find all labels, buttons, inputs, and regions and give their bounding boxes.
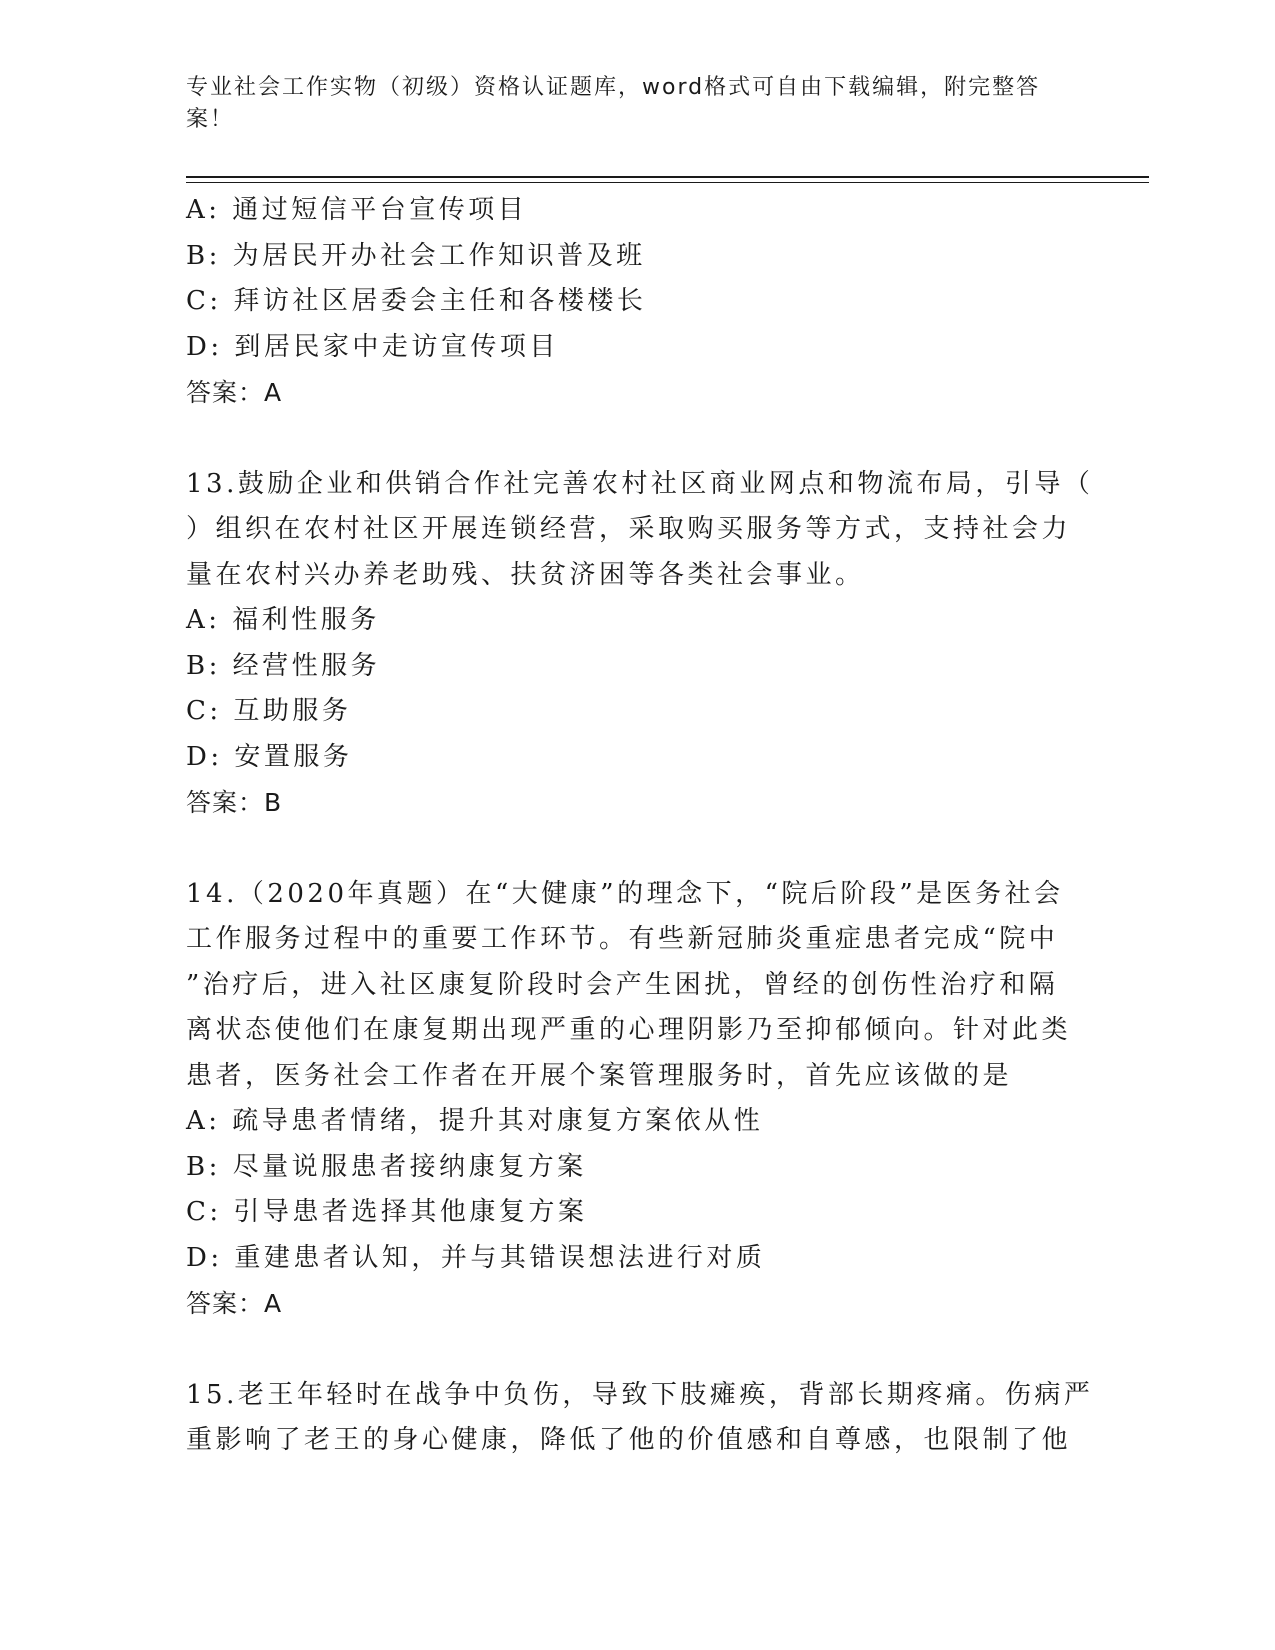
answer-line: 答案：A xyxy=(186,1289,283,1318)
question-stem-line: 14.（2020年真题）在“大健康”的理念下，“院后阶段”是医务社会 xyxy=(186,878,1064,909)
question-stem-line: 重影响了老王的身心健康，降低了他的价值感和自尊感，也限制了他 xyxy=(186,1425,1072,1455)
header-rule-thick xyxy=(186,176,1149,178)
option-d: D: 安置服务 xyxy=(186,741,353,772)
question-block xyxy=(186,462,1094,826)
answer-line: 答案：A xyxy=(186,378,283,407)
question-stem-line: 13.鼓励企业和供销合作社完善农村社区商业网点和物流布局，引导（ xyxy=(186,468,1094,499)
option-c: C: 互助服务 xyxy=(186,696,352,726)
question-stem-line: 离状态使他们在康复期出现严重的心理阴影乃至抑郁倾向。针对此类 xyxy=(186,1015,1072,1045)
option-a: A: 疏导患者情绪，提升其对康复方案依从性 xyxy=(186,1106,764,1136)
option-c: C: 引导患者选择其他康复方案 xyxy=(186,1197,588,1227)
option-d: D: 到居民家中走访宣传项目 xyxy=(186,331,559,362)
question-stem-line: 量在农村兴办养老助残、扶贫济困等各类社会事业。 xyxy=(186,559,865,590)
question-stem-line: ”治疗后，进入社区康复阶段时会产生困扰，曾经的创伤性治疗和隔 xyxy=(186,969,1059,1000)
option-c: C: 拜访社区居委会主任和各楼楼长 xyxy=(186,286,647,316)
question-stem-line: 患者，医务社会工作者在开展个案管理服务时，首先应该做的是 xyxy=(186,1060,1013,1091)
question-content xyxy=(186,188,1094,1464)
question-block xyxy=(186,1373,1094,1464)
option-b: B: 尽量说服患者接纳康复方案 xyxy=(186,1151,587,1182)
option-b: B: 经营性服务 xyxy=(186,650,381,681)
question-block xyxy=(186,872,1086,1327)
option-a: A: 福利性服务 xyxy=(186,605,380,635)
question-block xyxy=(186,188,1086,416)
page-header: 专业社会工作实物（初级）资格认证题库，word格式可自由下载编辑，附完整答案！ xyxy=(186,75,1041,132)
question-stem-line: 15.老王年轻时在战争中负伤，导致下肢瘫痪，背部长期疼痛。伤病严 xyxy=(186,1379,1094,1410)
question-stem-line: ）组织在农村社区开展连锁经营，采取购买服务等方式，支持社会力 xyxy=(186,514,1072,544)
answer-line: 答案：B xyxy=(186,788,283,817)
header-rule-thin xyxy=(186,182,1149,183)
option-a: A: 通过短信平台宣传项目 xyxy=(186,195,528,225)
option-b: B: 为居民开办社会工作知识普及班 xyxy=(186,240,646,271)
question-stem-line: 工作服务过程中的重要工作环节。有些新冠肺炎重症患者完成“院中 xyxy=(186,924,1059,954)
option-d: D: 重建患者认知，并与其错误想法进行对质 xyxy=(186,1242,766,1273)
